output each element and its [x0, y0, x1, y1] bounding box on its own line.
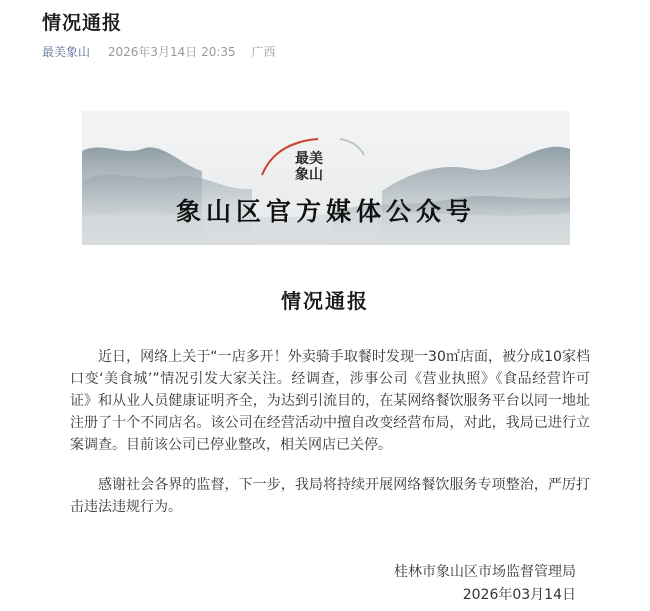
notice-paragraph-1: 近日，网络上关于“一店多开！外卖骑手取餐时发现一30㎡店面，被分成10家档口变‘美食城’”情况引发大家关注。经调查，涉事公司《营业执照》《食品经营许可证》和从业人员健康证明齐全，为达到引流目的，在某网络餐饮服务平台以同一地址注册了十个不同店名。该公司在经营活动中擅自改变经营布局，对此，我局已进行立案调查。目前该公司已停业整改，相关网店已关停。 [70, 349, 590, 453]
article-meta [42, 43, 276, 60]
banner-caption: 象山区官方媒体公众号 [175, 197, 476, 226]
notice-paragraph-2: 感谢社会各界的监督，下一步，我局将持续开展网络餐饮服务专项整治，严厉打击违法违规行为。 [70, 477, 590, 515]
seal-line-1: 最美 [295, 151, 323, 167]
article-title: 情况通报 [42, 12, 123, 34]
signature-date: 2026年03月14日 [462, 587, 576, 603]
publish-datetime: 2026年3月14日 20:35 [107, 45, 236, 59]
publish-location: 广西 [251, 45, 276, 59]
seal-line-2: 象山 [295, 167, 323, 183]
signature-organization: 桂林市象山区市场监督管理局 [394, 564, 576, 580]
notice-title: 情况通报 [281, 289, 369, 313]
seal-logo [286, 144, 332, 190]
account-name-link[interactable]: 最美象山 [42, 45, 91, 59]
